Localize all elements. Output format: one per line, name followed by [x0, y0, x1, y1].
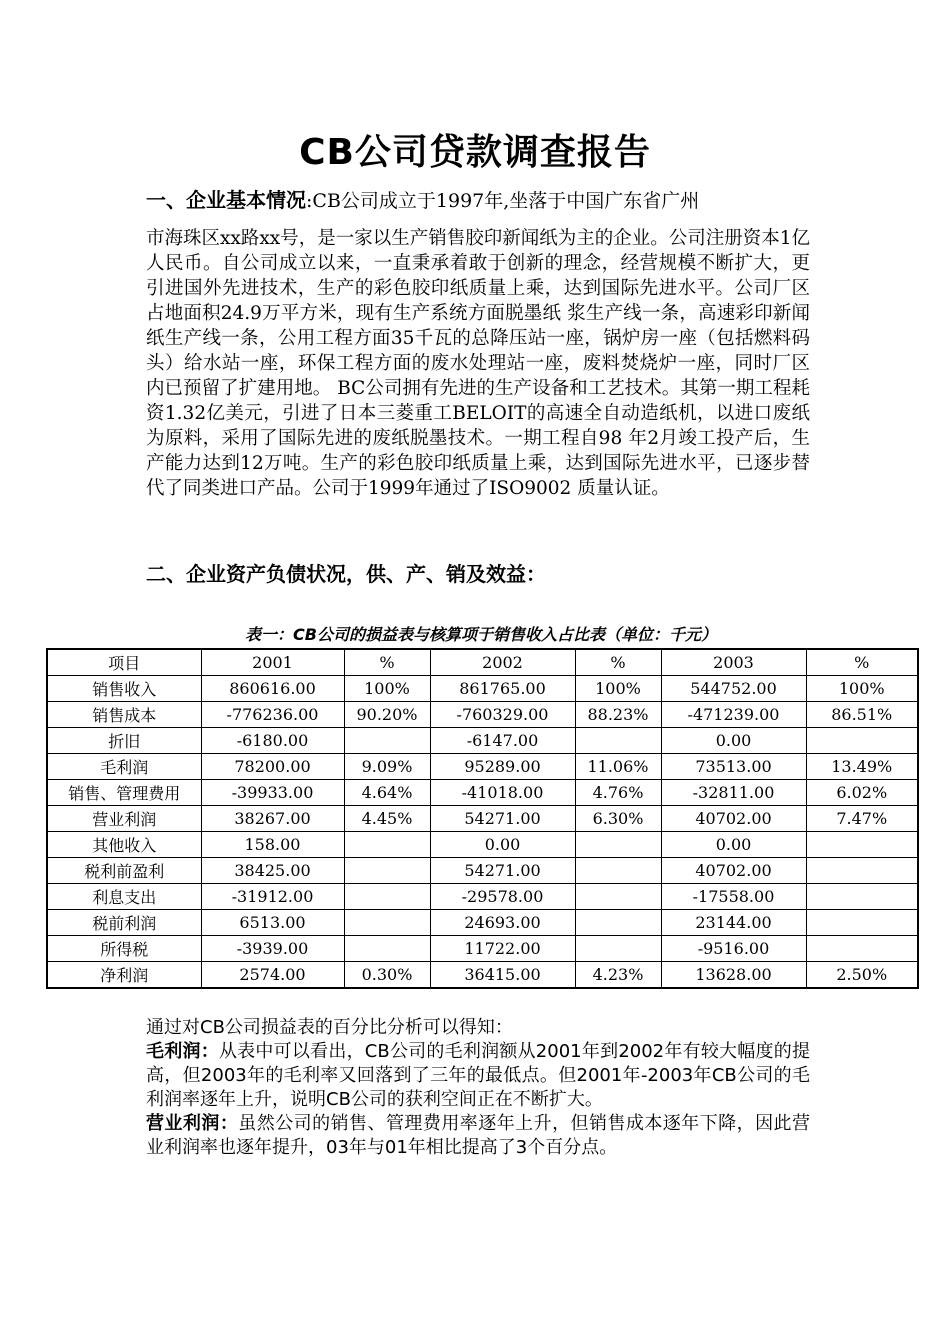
table-row: [47, 884, 918, 910]
table-header-cell: 项目: [47, 649, 201, 676]
table-row: [47, 676, 918, 702]
table-cell: 90.20%: [344, 702, 430, 728]
table-cell: -17558.00: [661, 884, 806, 910]
table-cell: 40702.00: [661, 806, 806, 832]
table-cell: [344, 884, 430, 910]
table-cell: -6180.00: [201, 728, 344, 754]
table-cell: 6513.00: [201, 910, 344, 936]
table-cell: 100%: [806, 676, 918, 702]
table-cell: [344, 910, 430, 936]
table-cell: 9.09%: [344, 754, 430, 780]
table-cell: 38425.00: [201, 858, 344, 884]
table-cell: -39933.00: [201, 780, 344, 806]
table-cell: 40702.00: [661, 858, 806, 884]
table-cell: 86.51%: [806, 702, 918, 728]
table-cell: 13.49%: [806, 754, 918, 780]
table-cell: [575, 832, 661, 858]
table-caption: 表一：CB公司的损益表与核算项于销售收入占比表（单位：千元）: [245, 625, 717, 644]
table-cell: -6147.00: [430, 728, 575, 754]
table-cell: [806, 910, 918, 936]
table-header-cell: 2003: [661, 649, 806, 676]
table-cell: 860616.00: [201, 676, 344, 702]
table-cell: [344, 858, 430, 884]
table-cell: [806, 936, 918, 962]
table-cell: 95289.00: [430, 754, 575, 780]
table-row: [47, 728, 918, 754]
section2-heading: 二、企业资产负债状况，供、产、销及效益：: [146, 562, 546, 586]
table-cell: -9516.00: [661, 936, 806, 962]
table-cell: [344, 936, 430, 962]
table-row: [47, 936, 918, 962]
operating-profit-text: 虽然公司的销售、管理费用率逐年上升，但销售成本逐年下降，因此营业利润率也逐年提升，03年与01年相比提高了3个百分点。: [146, 1113, 811, 1158]
analysis-intro: 通过对CB公司损益表的百分比分析可以得知：: [146, 1017, 513, 1038]
row-label-cell: 销售、管理费用: [47, 780, 201, 806]
table-header-cell: %: [575, 649, 661, 676]
table-cell: [344, 832, 430, 858]
row-label-cell: 毛利润: [47, 754, 201, 780]
table-cell: -776236.00: [201, 702, 344, 728]
section1-lead: :CB公司成立于1997年,坐落于中国广东省广州: [306, 190, 700, 212]
analysis-gross-profit: [146, 1040, 810, 1112]
table-cell: 544752.00: [661, 676, 806, 702]
table-cell: -31912.00: [201, 884, 344, 910]
table-cell: -32811.00: [661, 780, 806, 806]
table-cell: -760329.00: [430, 702, 575, 728]
row-label-cell: 所得税: [47, 936, 201, 962]
gross-profit-label: 毛利润：: [146, 1041, 219, 1062]
document-title: CB公司贷款调查报告: [299, 132, 651, 173]
table-cell: 38267.00: [201, 806, 344, 832]
table-cell: 78200.00: [201, 754, 344, 780]
row-label-cell: 净利润: [47, 962, 201, 989]
section1-body: 市海珠区xx路xx号，是一家以生产销售胶印新闻纸为主的企业。公司注册资本1亿人民币。自公司成立以来，一直秉承着敢于创新的理念，经营规模不断扩大，更引进国外先进技术，生产的彩色胶印纸质量上乘，达到国际先进水平。公司厂区占地面积24.9万平方米，现有生产系统方面脱墨纸 浆生产线一条，高速彩印新闻纸生产线一条，公用工程方面35千瓦的总降压站一座，锅炉房一座（包括燃料码头）给水站一座，环保工程方面的废水处理站一座，废料焚烧炉一座，同时厂区内已预留了扩建用地。 BC公司拥有先进的生产设备和工艺技术。其第一期工程耗资1.32亿美元，引进了日本三菱重工BELOIT的高速全自动造纸机，以进口废纸为原料，采用了国际先进的废纸脱墨技术。一期工程自98 年2月竣工投产后，生产能力达到12万吨。生产的彩色胶印纸质量上乘，达到国际先进水平，已逐步替代了同类进口产品。公司于1999年通过了ISO9002 质量认证。: [146, 228, 811, 499]
table-header-cell: 2002: [430, 649, 575, 676]
table-cell: 4.64%: [344, 780, 430, 806]
table-row: [47, 754, 918, 780]
table-cell: 36415.00: [430, 962, 575, 989]
table-row: [47, 962, 918, 989]
table-cell: [806, 832, 918, 858]
income-statement-table: [46, 648, 919, 989]
table-row: [47, 910, 918, 936]
table-header-cell: %: [344, 649, 430, 676]
table-cell: -471239.00: [661, 702, 806, 728]
table-cell: 88.23%: [575, 702, 661, 728]
section1-heading: 一、企业基本情况: [146, 188, 306, 212]
operating-profit-label: 营业利润：: [146, 1113, 239, 1134]
table-cell: 4.45%: [344, 806, 430, 832]
table-cell: 13628.00: [661, 962, 806, 989]
table-row: [47, 806, 918, 832]
table-cell: [806, 728, 918, 754]
section1-heading-line: [146, 186, 810, 215]
table-cell: 6.02%: [806, 780, 918, 806]
table-cell: 6.30%: [575, 806, 661, 832]
table-cell: 54271.00: [430, 858, 575, 884]
table-cell: [575, 858, 661, 884]
table-cell: -29578.00: [430, 884, 575, 910]
table-cell: 100%: [344, 676, 430, 702]
table-cell: 0.00: [661, 728, 806, 754]
table-cell: [575, 884, 661, 910]
table-cell: 7.47%: [806, 806, 918, 832]
table-cell: 54271.00: [430, 806, 575, 832]
table-cell: 861765.00: [430, 676, 575, 702]
table-row: [47, 832, 918, 858]
analysis-operating-profit: [146, 1112, 810, 1160]
table-cell: [575, 910, 661, 936]
table-cell: 0.00: [430, 832, 575, 858]
row-label-cell: 利息支出: [47, 884, 201, 910]
table-cell: 11722.00: [430, 936, 575, 962]
row-label-cell: 税利前盈利: [47, 858, 201, 884]
table-cell: 0.30%: [344, 962, 430, 989]
row-label-cell: 销售成本: [47, 702, 201, 728]
table-cell: 23144.00: [661, 910, 806, 936]
table-cell: 2574.00: [201, 962, 344, 989]
table-row: [47, 858, 918, 884]
gross-profit-text: 从表中可以看出，CB公司的毛利润额从2001年到2002年有较大幅度的提高，但2003年的毛利率又回落到了三年的最低点。但2001年-2003年CB公司的毛利润率逐年上升，说明CB公司的获利空间正在不断扩大。: [146, 1041, 810, 1110]
row-label-cell: 税前利润: [47, 910, 201, 936]
table-cell: [575, 936, 661, 962]
table-cell: 100%: [575, 676, 661, 702]
row-label-cell: 其他收入: [47, 832, 201, 858]
table-cell: 11.06%: [575, 754, 661, 780]
row-label-cell: 销售收入: [47, 676, 201, 702]
table-cell: 2.50%: [806, 962, 918, 989]
table-cell: 4.76%: [575, 780, 661, 806]
row-label-cell: 营业利润: [47, 806, 201, 832]
table-row: [47, 780, 918, 806]
table-header-row: [47, 649, 918, 676]
table-cell: 73513.00: [661, 754, 806, 780]
table-cell: [806, 858, 918, 884]
table-header-cell: 2001: [201, 649, 344, 676]
table-cell: 158.00: [201, 832, 344, 858]
table-cell: 24693.00: [430, 910, 575, 936]
table-cell: [344, 728, 430, 754]
table-header-cell: %: [806, 649, 918, 676]
table-row: [47, 702, 918, 728]
row-label-cell: 折旧: [47, 728, 201, 754]
table-cell: [575, 728, 661, 754]
table-cell: -3939.00: [201, 936, 344, 962]
table-cell: -41018.00: [430, 780, 575, 806]
analysis-section: [146, 1016, 810, 1160]
table-cell: 0.00: [661, 832, 806, 858]
table-cell: [806, 884, 918, 910]
table-cell: 4.23%: [575, 962, 661, 989]
